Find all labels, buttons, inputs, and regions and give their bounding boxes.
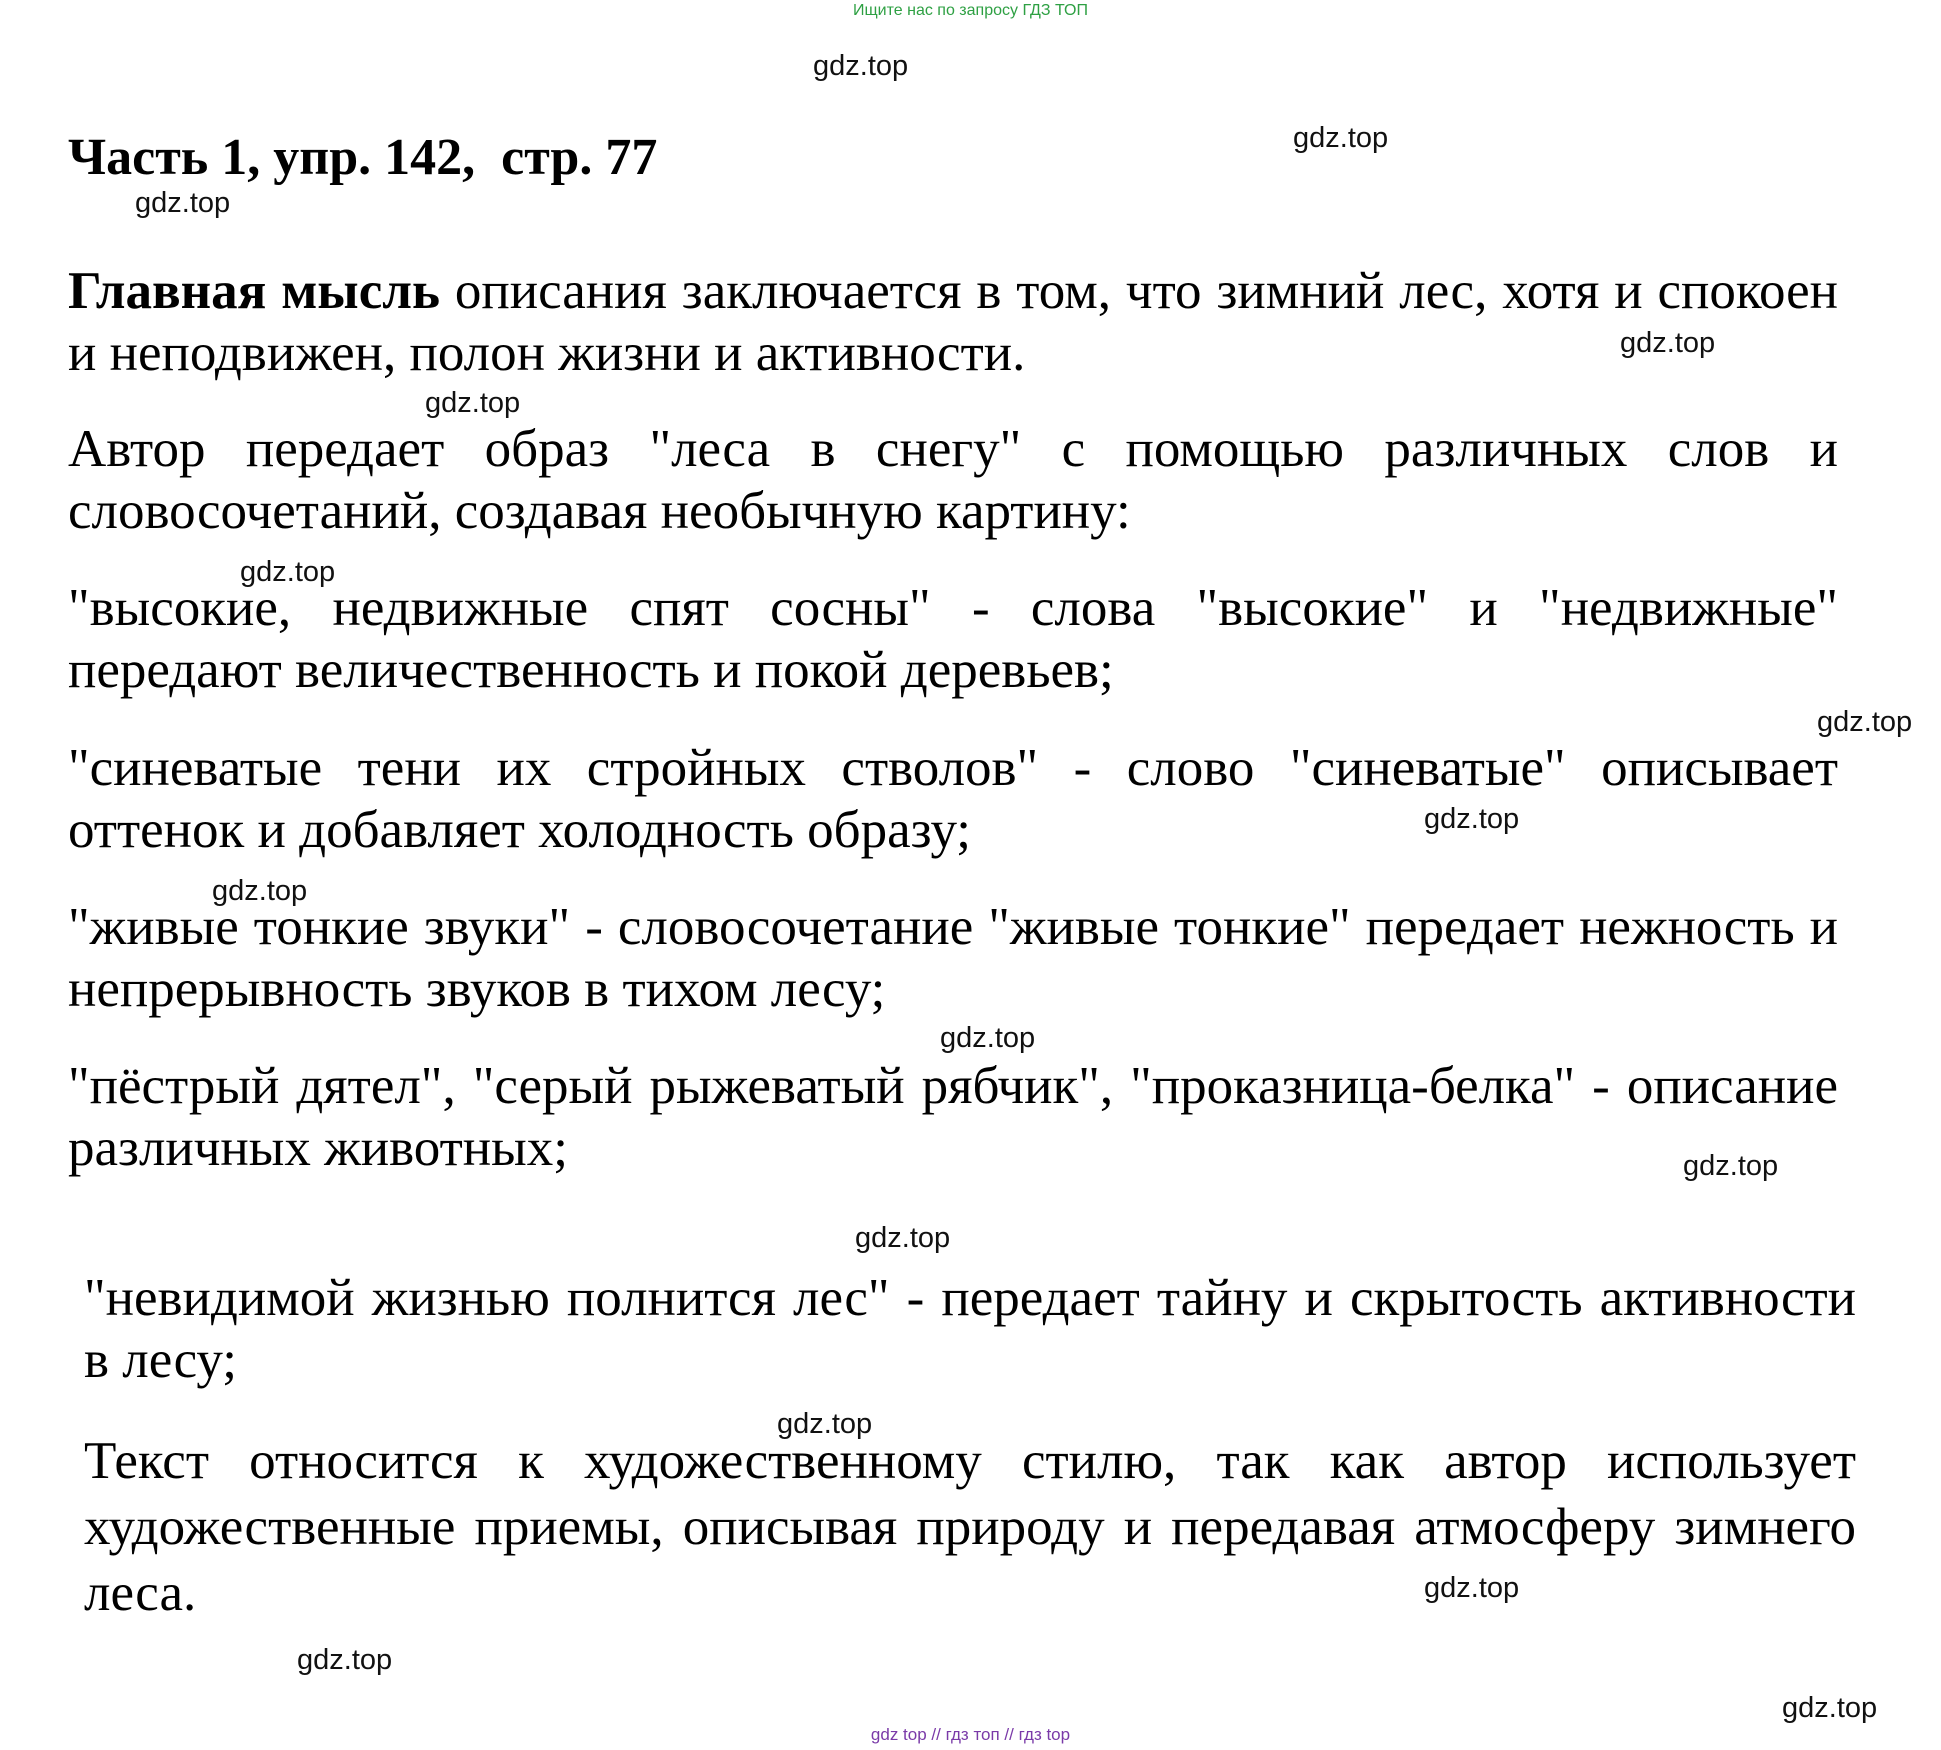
main-idea-text: описания заключается в том, что зимний лес, хотя и спокоен и неподвижен, полон жизни и активности. [68, 262, 1838, 382]
watermark: gdz.top [1782, 1692, 1878, 1724]
paragraph-sounds: "живые тонкие звуки" - словосочетание "живые тонкие" передает нежность и непрерывность звуков в тихом лесу; [68, 898, 1838, 1018]
paragraph-style: Текст относится к художественному стилю, так как автор использует художественные приемы, описывая природу и передавая атмосферу зимнего леса. [84, 1432, 1856, 1622]
main-idea-lead: Главная мысль [68, 262, 440, 320]
paragraph-pines: "высокие, недвижные спят сосны" - слова "высокие" и "недвижные" передают величественность и покой деревьев; [68, 579, 1838, 699]
paragraph-main-idea [68, 260, 1838, 384]
watermark: gdz.top [813, 50, 909, 82]
paragraph-author-image: Автор передает образ "леса в снегу" с помощью различных слов и словосочетаний, создавая необычную картину: [68, 420, 1838, 540]
watermark: gdz.top [135, 187, 231, 219]
watermark: gdz.top [425, 387, 521, 419]
top-banner: Ищите нас по запросу ГДЗ ТОП [853, 2, 1088, 19]
watermark: gdz.top [1683, 1150, 1779, 1182]
paragraph-shadows: "синеватые тени их стройных стволов" - слово "синеватые" описывает оттенок и добавляет холодность образу; [68, 739, 1838, 859]
watermark: gdz.top [1620, 327, 1716, 359]
watermark: gdz.top [855, 1222, 951, 1254]
bottom-banner: gdz top // гдз топ // гдз top [870, 1725, 1071, 1744]
paragraph-hidden-life: "невидимой жизнью полнится лес" - передает тайну и скрытость активности в лесу; [84, 1269, 1856, 1389]
watermark: gdz.top [1293, 122, 1389, 154]
watermark: gdz.top [940, 1022, 1036, 1054]
watermark: gdz.top [1424, 803, 1520, 835]
watermark: gdz.top [212, 875, 308, 907]
watermark: gdz.top [240, 556, 336, 588]
watermark: gdz.top [297, 1644, 393, 1676]
watermark: gdz.top [777, 1408, 873, 1440]
watermark: gdz.top [1817, 706, 1913, 738]
paragraph-animals: "пёстрый дятел", "серый рыжеватый рябчик", "проказница-белка" - описание различных животных; [68, 1057, 1838, 1177]
page-title: Часть 1, упр. 142, стр. 77 [68, 129, 658, 186]
watermark: gdz.top [1424, 1572, 1520, 1604]
